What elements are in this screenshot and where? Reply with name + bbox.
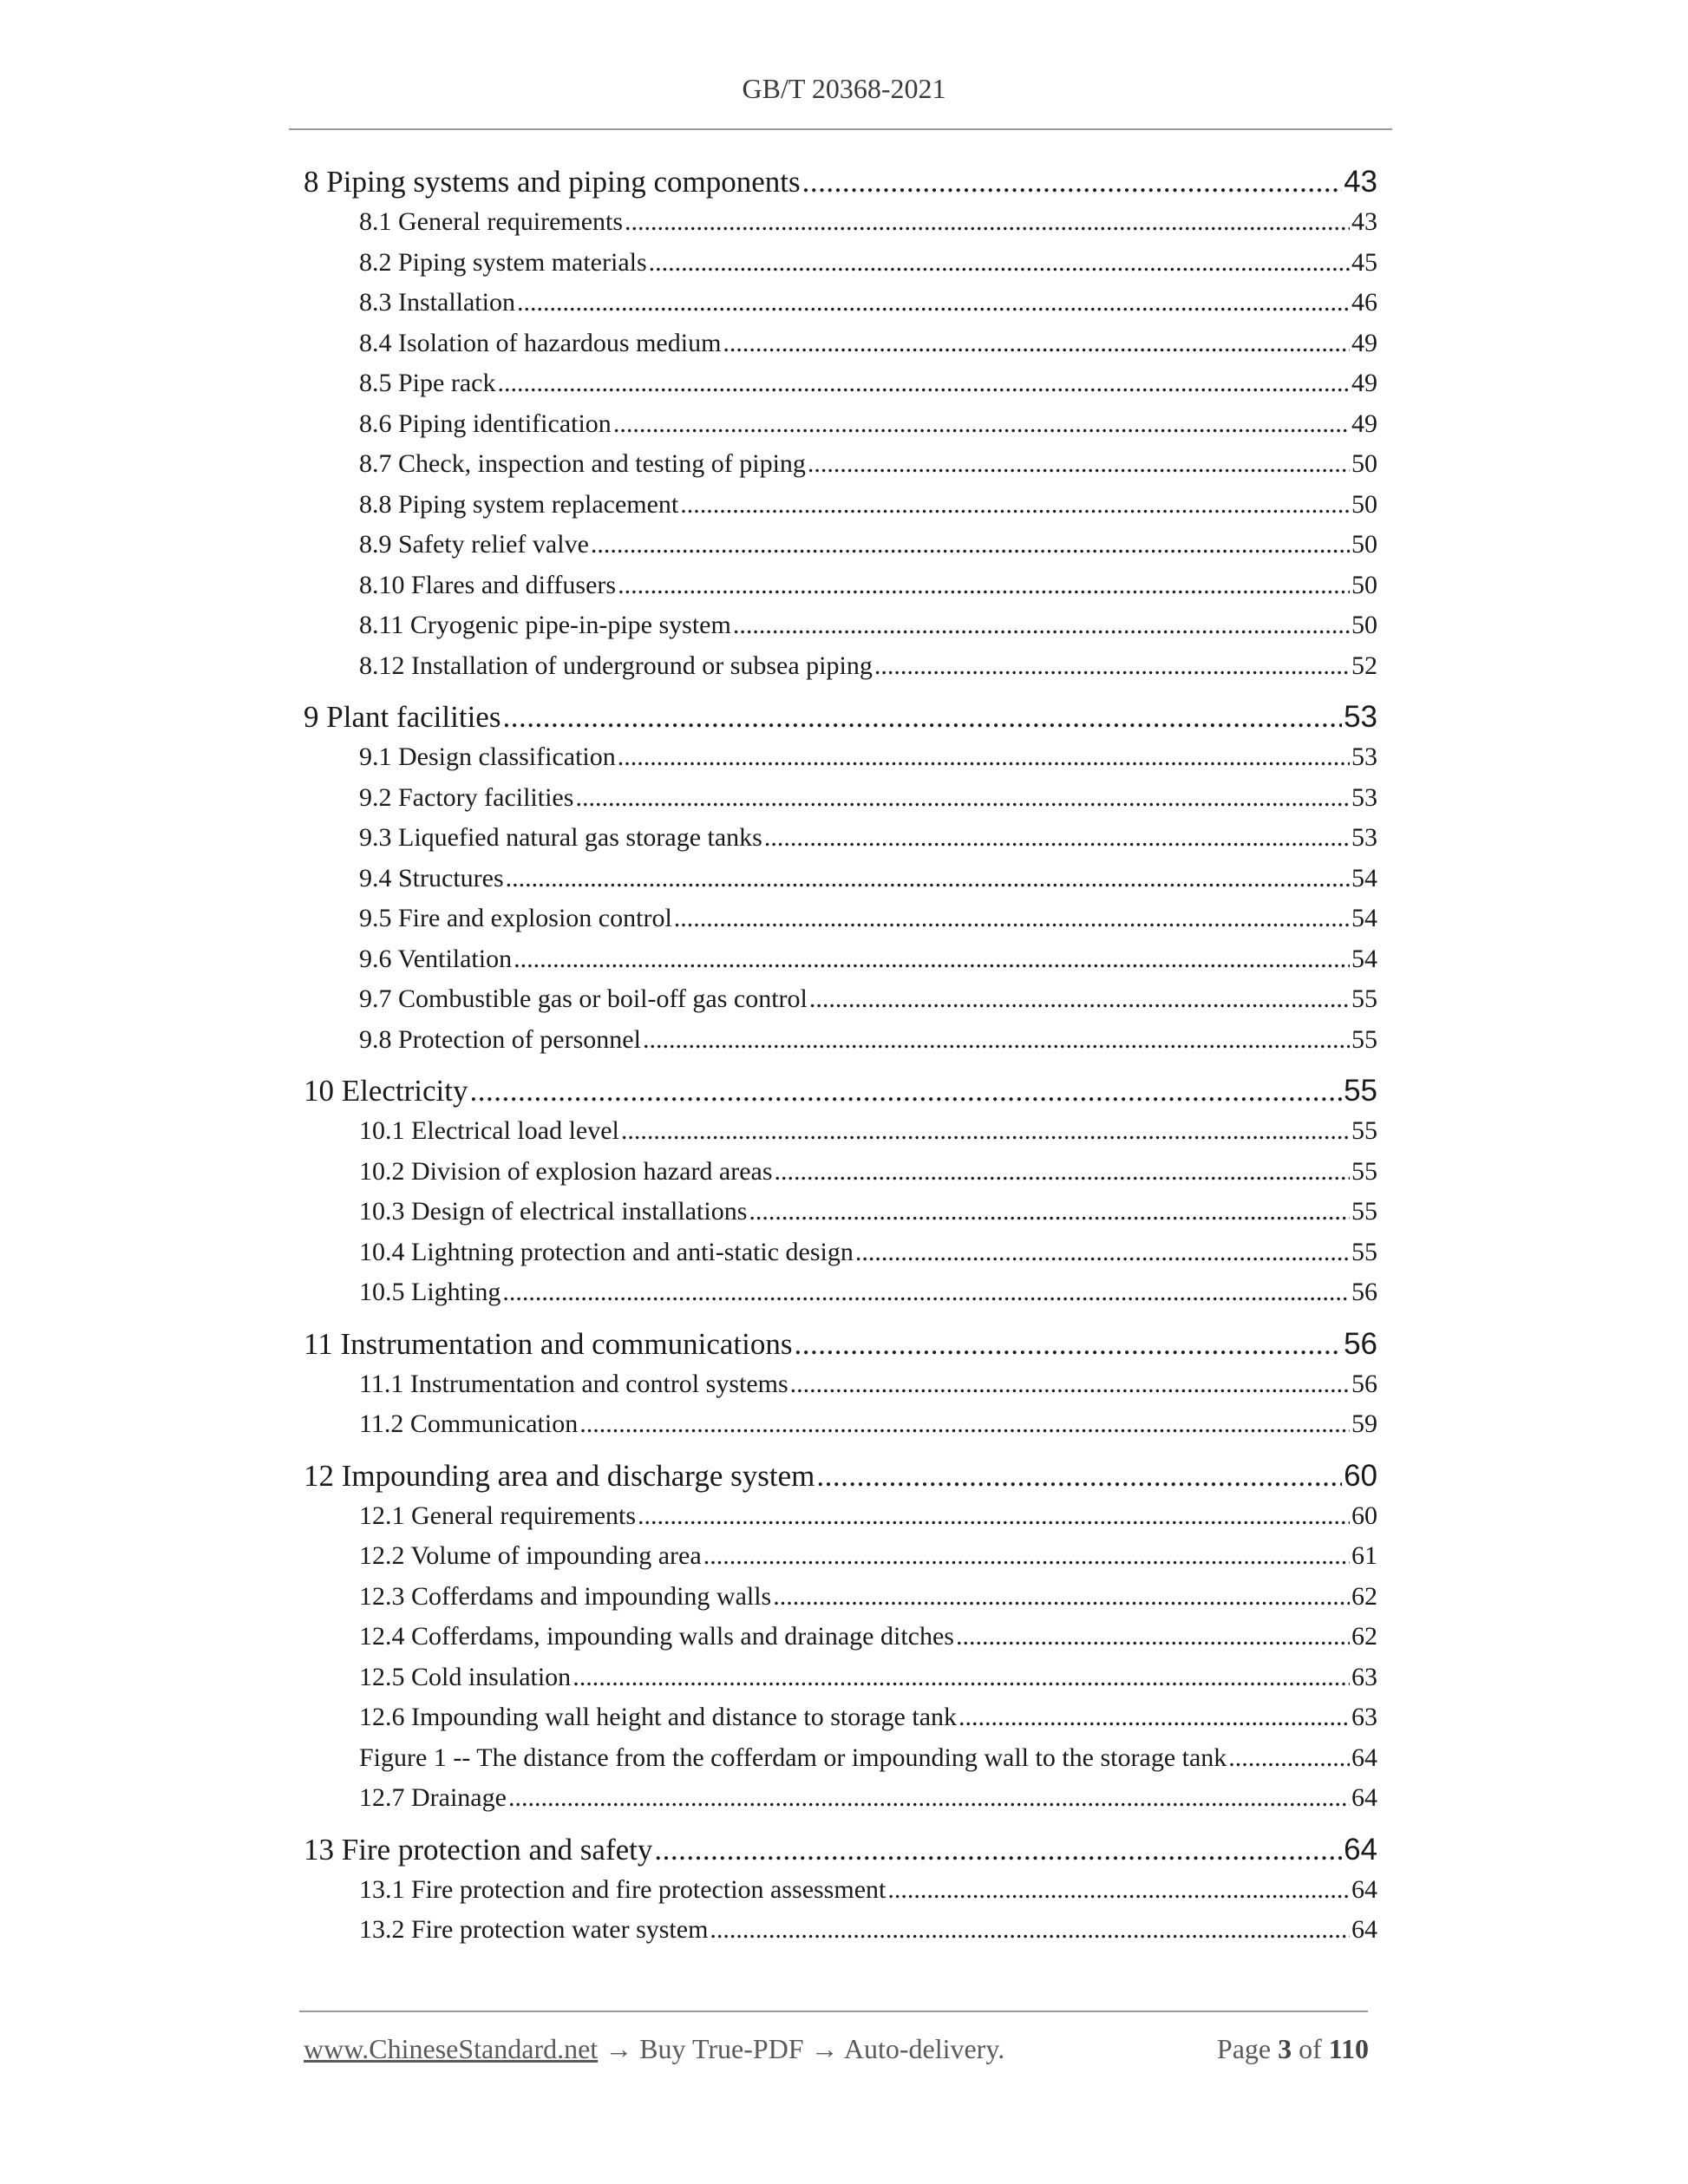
toc-section-entry[interactable] bbox=[304, 1192, 1377, 1233]
toc-entry-page: 50 bbox=[1351, 489, 1377, 519]
toc-section-entry[interactable] bbox=[304, 1658, 1377, 1698]
toc-entry-page: 64 bbox=[1351, 1783, 1377, 1812]
toc-entry-page: 59 bbox=[1351, 1409, 1377, 1438]
toc-entry-page: 55 bbox=[1351, 1024, 1377, 1054]
toc-section-entry[interactable] bbox=[304, 1778, 1377, 1819]
toc-entry-page: 50 bbox=[1351, 570, 1377, 599]
toc-entry-page: 64 bbox=[1351, 1743, 1377, 1772]
toc-section-entry[interactable] bbox=[304, 1496, 1377, 1537]
toc-section-entry[interactable] bbox=[304, 737, 1377, 778]
toc-section-entry[interactable] bbox=[304, 243, 1377, 284]
toc-section-entry[interactable] bbox=[304, 1152, 1377, 1193]
toc-section-entry[interactable] bbox=[304, 939, 1377, 980]
toc-entry-title: 12 Impounding area and discharge system bbox=[304, 1458, 815, 1493]
toc-entry-title: 9.4 Structures bbox=[359, 863, 504, 893]
toc-entry-page: 54 bbox=[1351, 944, 1377, 973]
toc-entry-title: 11.1 Instrumentation and control systems bbox=[359, 1369, 788, 1398]
toc-entry-page: 64 bbox=[1351, 1874, 1377, 1904]
toc-entry-page: 62 bbox=[1351, 1622, 1377, 1651]
toc-section-entry[interactable] bbox=[304, 324, 1377, 364]
toc-entry-title: 12.5 Cold insulation bbox=[359, 1662, 572, 1691]
toc-entry-title: 12.3 Cofferdams and impounding walls bbox=[359, 1581, 772, 1611]
table-of-contents bbox=[304, 161, 1377, 1951]
toc-dot-leader bbox=[723, 324, 1350, 364]
toc-section-entry[interactable] bbox=[304, 605, 1377, 646]
toc-section-entry[interactable] bbox=[304, 1404, 1377, 1445]
toc-entry-title: 12.1 General requirements bbox=[359, 1501, 637, 1530]
page-indicator bbox=[1217, 2033, 1369, 2065]
toc-entry-page: 56 bbox=[1344, 1326, 1377, 1361]
toc-dot-leader bbox=[733, 605, 1350, 646]
toc-dot-leader bbox=[764, 818, 1350, 859]
toc-section-entry[interactable] bbox=[304, 566, 1377, 606]
toc-entry-title: 8.5 Pipe rack bbox=[359, 369, 496, 397]
toc-section-entry[interactable] bbox=[304, 283, 1377, 324]
toc-entry-page: 56 bbox=[1351, 1278, 1377, 1306]
toc-entry-title: 11.2 Communication bbox=[359, 1409, 579, 1438]
toc-section-entry[interactable] bbox=[304, 485, 1377, 526]
toc-dot-leader bbox=[773, 1577, 1350, 1618]
toc-entry-title: 9.3 Liquefied natural gas storage tanks bbox=[359, 823, 762, 852]
page-current: 3 bbox=[1278, 2033, 1292, 2064]
toc-entry-page: 43 bbox=[1344, 165, 1377, 199]
toc-dot-leader bbox=[775, 1152, 1350, 1193]
toc-entry-title: 9.2 Factory facilities bbox=[359, 782, 574, 812]
toc-entry-title: 10.1 Electrical load level bbox=[359, 1116, 619, 1145]
toc-entry-title: 8.11 Cryogenic pipe-in-pipe system bbox=[359, 611, 731, 639]
toc-chapter-entry[interactable] bbox=[304, 161, 1377, 202]
toc-section-entry[interactable] bbox=[304, 1272, 1377, 1313]
toc-entry-page: 50 bbox=[1351, 449, 1377, 478]
toc-dot-leader bbox=[649, 243, 1350, 284]
toc-entry-page: 54 bbox=[1351, 863, 1377, 893]
toc-entry-title: 8.4 Isolation of hazardous medium bbox=[359, 328, 722, 357]
toc-dot-leader bbox=[572, 1658, 1350, 1698]
toc-entry-title: 9.5 Fire and explosion control bbox=[359, 904, 672, 932]
toc-entry-page: 53 bbox=[1344, 700, 1377, 734]
toc-section-entry[interactable] bbox=[304, 525, 1377, 566]
toc-dot-leader bbox=[874, 646, 1350, 687]
toc-section-entry[interactable] bbox=[304, 1111, 1377, 1152]
toc-chapter-entry[interactable] bbox=[304, 1324, 1377, 1364]
page-total: 110 bbox=[1328, 2033, 1369, 2064]
toc-dot-leader bbox=[1228, 1738, 1350, 1779]
toc-entry-title: 10.5 Lighting bbox=[359, 1278, 501, 1306]
toc-section-entry[interactable] bbox=[304, 202, 1377, 243]
toc-entry-title: 8.7 Check, inspection and testing of piping bbox=[359, 449, 806, 478]
toc-entry-page: 55 bbox=[1351, 1156, 1377, 1186]
toc-entry-title: 13.2 Fire protection water system bbox=[359, 1915, 709, 1944]
toc-entry-title: 12.4 Cofferdams, impounding walls and drainage ditches bbox=[359, 1622, 954, 1651]
toc-dot-leader bbox=[680, 485, 1350, 526]
footer-tagline: → Buy True-PDF → Auto-delivery. bbox=[598, 2033, 1005, 2064]
toc-section-entry[interactable] bbox=[304, 1233, 1377, 1273]
toc-entry-page: 52 bbox=[1351, 651, 1377, 680]
toc-entry-title: 9.8 Protection of personnel bbox=[359, 1024, 641, 1054]
toc-dot-leader bbox=[816, 1455, 1342, 1496]
toc-section-entry[interactable] bbox=[304, 1910, 1377, 1951]
toc-dot-leader bbox=[497, 363, 1350, 404]
toc-entry-page: 55 bbox=[1351, 1197, 1377, 1226]
toc-section-entry[interactable] bbox=[304, 1020, 1377, 1061]
toc-entry-page: 46 bbox=[1351, 288, 1377, 317]
page-word: Page bbox=[1216, 2033, 1272, 2064]
toc-entry-page: 63 bbox=[1351, 1703, 1377, 1731]
toc-entry-title: 9.6 Ventilation bbox=[359, 944, 513, 973]
toc-entry-title: 8.9 Safety relief valve bbox=[359, 530, 589, 559]
toc-entry-page: 54 bbox=[1351, 904, 1377, 932]
toc-section-entry[interactable] bbox=[304, 859, 1377, 899]
toc-dot-leader bbox=[956, 1617, 1350, 1658]
toc-section-entry[interactable] bbox=[304, 1577, 1377, 1618]
page-of: of bbox=[1299, 2033, 1322, 2064]
toc-dot-leader bbox=[674, 899, 1350, 939]
toc-entry-title: 10.2 Division of explosion hazard areas bbox=[359, 1156, 773, 1186]
toc-entry-title: 8.3 Installation bbox=[359, 288, 515, 317]
toc-entry-page: 55 bbox=[1351, 1237, 1377, 1266]
toc-section-entry[interactable] bbox=[304, 444, 1377, 485]
toc-dot-leader bbox=[808, 444, 1350, 485]
toc-section-entry[interactable] bbox=[304, 1617, 1377, 1658]
toc-dot-leader bbox=[575, 778, 1350, 819]
toc-entry-page: 60 bbox=[1351, 1501, 1377, 1530]
toc-entry-title: 9.1 Design classification bbox=[359, 742, 616, 771]
toc-dot-leader bbox=[958, 1697, 1350, 1738]
toc-entry-title: 8.10 Flares and diffusers bbox=[359, 570, 617, 599]
toc-entry-title: 8.1 General requirements bbox=[359, 207, 624, 236]
toc-dot-leader bbox=[710, 1910, 1350, 1951]
toc-entry-page: 64 bbox=[1351, 1915, 1377, 1944]
toc-entry-page: 49 bbox=[1351, 369, 1377, 397]
toc-dot-leader bbox=[802, 161, 1342, 202]
toc-entry-page: 53 bbox=[1351, 782, 1377, 812]
website-link[interactable]: www.ChineseStandard.net bbox=[304, 2033, 599, 2064]
toc-entry-page: 50 bbox=[1351, 611, 1377, 639]
toc-dot-leader bbox=[638, 1496, 1350, 1537]
toc-entry-title: Figure 1 -- The distance from the cofferdam or impounding wall to the storage tank bbox=[359, 1743, 1227, 1772]
toc-section-entry[interactable] bbox=[304, 404, 1377, 445]
toc-entry-page: 56 bbox=[1351, 1369, 1377, 1398]
toc-dot-leader bbox=[506, 859, 1350, 899]
toc-dot-leader bbox=[703, 1536, 1350, 1577]
toc-dot-leader bbox=[749, 1192, 1350, 1233]
toc-dot-leader bbox=[508, 1778, 1350, 1819]
toc-entry-title: 9.7 Combustible gas or boil-off gas control bbox=[359, 984, 808, 1013]
toc-entry-title: 8.12 Installation of underground or subsea piping bbox=[359, 651, 873, 680]
toc-chapter-entry[interactable] bbox=[304, 1829, 1377, 1870]
toc-entry-page: 49 bbox=[1351, 409, 1377, 438]
toc-entry-page: 55 bbox=[1351, 1116, 1377, 1145]
toc-entry-title: 10 Electricity bbox=[304, 1074, 468, 1108]
toc-entry-title: 10.3 Design of electrical installations bbox=[359, 1197, 748, 1226]
toc-entry-page: 50 bbox=[1351, 530, 1377, 559]
toc-entry-page: 55 bbox=[1344, 1074, 1377, 1108]
toc-entry-title: 12.7 Drainage bbox=[359, 1783, 507, 1812]
toc-entry-page: 64 bbox=[1344, 1832, 1377, 1867]
toc-dot-leader bbox=[470, 1070, 1343, 1111]
toc-section-entry[interactable] bbox=[304, 818, 1377, 859]
toc-dot-leader bbox=[514, 939, 1350, 980]
toc-entry-title: 8.2 Piping system materials bbox=[359, 247, 647, 277]
toc-entry-title: 12.6 Impounding wall height and distance to storage tank bbox=[359, 1703, 958, 1731]
toc-entry-title: 10.4 Lightning protection and anti-static design bbox=[359, 1237, 854, 1266]
toc-dot-leader bbox=[591, 525, 1350, 566]
toc-entry-page: 53 bbox=[1351, 823, 1377, 852]
toc-entry-title: 13 Fire protection and safety bbox=[304, 1832, 653, 1867]
toc-entry-page: 49 bbox=[1351, 328, 1377, 357]
toc-entry-page: 60 bbox=[1344, 1458, 1377, 1493]
toc-entry-title: 12.2 Volume of impounding area bbox=[359, 1541, 702, 1570]
toc-section-entry[interactable] bbox=[304, 1870, 1377, 1911]
toc-chapter-entry[interactable] bbox=[304, 696, 1377, 737]
toc-dot-leader bbox=[579, 1404, 1350, 1445]
document-header-title: GB/T 20368-2021 bbox=[742, 73, 946, 104]
toc-entry-page: 55 bbox=[1351, 984, 1377, 1013]
toc-dot-leader bbox=[887, 1870, 1350, 1911]
toc-entry-page: 61 bbox=[1351, 1541, 1377, 1570]
toc-dot-leader bbox=[809, 979, 1350, 1020]
toc-dot-leader bbox=[643, 1020, 1350, 1061]
toc-entry-page: 45 bbox=[1351, 247, 1377, 277]
toc-section-entry[interactable] bbox=[304, 778, 1377, 819]
toc-entry-title: 8 Piping systems and piping components bbox=[304, 165, 801, 199]
toc-dot-leader bbox=[625, 202, 1350, 243]
toc-dot-leader bbox=[502, 696, 1342, 737]
page-footer bbox=[304, 2033, 1369, 2065]
footer-promo bbox=[304, 2033, 1004, 2065]
toc-chapter-entry[interactable] bbox=[304, 1455, 1377, 1496]
toc-dot-leader bbox=[855, 1233, 1350, 1273]
toc-entry-page: 43 bbox=[1351, 207, 1377, 236]
toc-section-entry[interactable] bbox=[304, 1738, 1377, 1779]
toc-entry-title: 9 Plant facilities bbox=[304, 700, 501, 734]
toc-chapter-entry[interactable] bbox=[304, 1070, 1377, 1111]
toc-entry-page: 62 bbox=[1351, 1581, 1377, 1611]
toc-section-entry[interactable] bbox=[304, 1697, 1377, 1738]
toc-dot-leader bbox=[613, 404, 1350, 445]
toc-entry-page: 53 bbox=[1351, 742, 1377, 771]
toc-section-entry[interactable] bbox=[304, 979, 1377, 1020]
toc-dot-leader bbox=[502, 1272, 1350, 1313]
toc-entry-page: 63 bbox=[1351, 1662, 1377, 1691]
toc-dot-leader bbox=[790, 1364, 1350, 1405]
toc-entry-title: 13.1 Fire protection and fire protection assessment bbox=[359, 1874, 887, 1904]
toc-dot-leader bbox=[517, 283, 1350, 324]
header-divider bbox=[289, 128, 1392, 130]
toc-section-entry[interactable] bbox=[304, 899, 1377, 939]
toc-entry-title: 8.8 Piping system replacement bbox=[359, 489, 679, 519]
toc-section-entry[interactable] bbox=[304, 1364, 1377, 1405]
toc-dot-leader bbox=[794, 1324, 1342, 1364]
toc-entry-title: 8.6 Piping identification bbox=[359, 409, 612, 438]
toc-section-entry[interactable] bbox=[304, 646, 1377, 687]
toc-section-entry[interactable] bbox=[304, 1536, 1377, 1577]
toc-entry-title: 11 Instrumentation and communications bbox=[304, 1326, 793, 1361]
toc-dot-leader bbox=[618, 737, 1350, 778]
toc-dot-leader bbox=[618, 566, 1350, 606]
toc-section-entry[interactable] bbox=[304, 363, 1377, 404]
footer-divider bbox=[299, 2011, 1368, 2012]
toc-dot-leader bbox=[654, 1829, 1342, 1870]
toc-dot-leader bbox=[621, 1111, 1350, 1152]
